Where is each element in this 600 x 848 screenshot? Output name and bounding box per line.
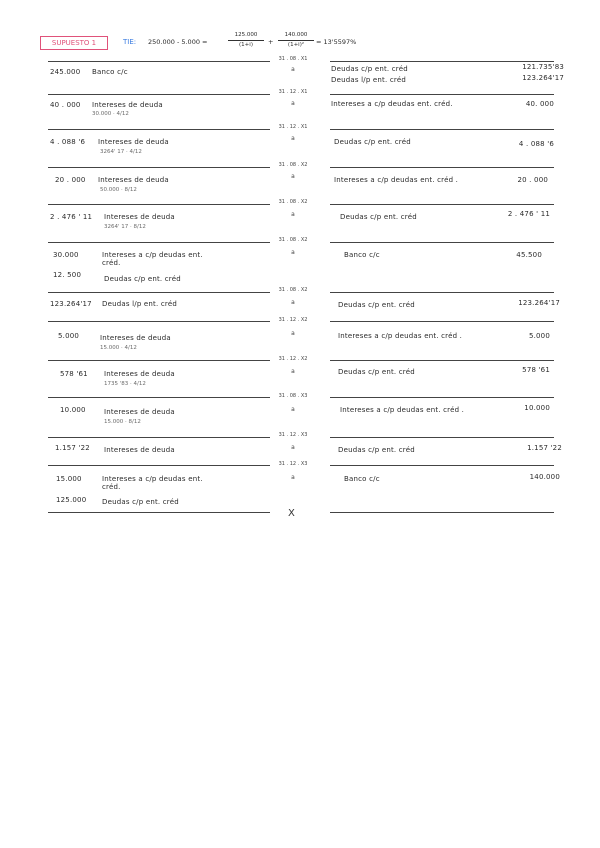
credit-amount: 20 . 000 (517, 176, 548, 184)
debit-account: Deudas c/p ent. créd (102, 498, 179, 506)
credit-account: Deudas c/p ent. créd (331, 65, 408, 73)
formula-plus: + (268, 38, 274, 46)
debit-account: Intereses de deuda (104, 213, 175, 221)
formula-fraction-2 (278, 31, 314, 49)
debit-amount: 125.000 (56, 496, 87, 504)
credit-account: Banco c/c (344, 251, 380, 259)
credit-amount: 45.500 (516, 251, 542, 259)
debit-amount: 5.000 (58, 332, 80, 340)
debit-note: 1735 '83 · 4/12 (104, 381, 146, 387)
credit-amount: 121.735'83 (522, 63, 564, 71)
debit-note: 50.000 · 8/12 (100, 187, 137, 193)
tie-label: TIE: (123, 38, 137, 46)
debit-account: Intereses a c/p deudas ent. créd. (102, 251, 203, 267)
credit-account: Deudas c/p ent. créd (338, 301, 415, 309)
closing-rule-left (48, 512, 270, 513)
credit-account: Intereses a c/p deudas ent. créd . (334, 176, 459, 184)
entry-rule-right (330, 94, 554, 95)
credit-account: Deudas c/p ent. créd (338, 368, 415, 376)
debit-account: Banco c/c (92, 68, 128, 76)
debit-amount: 245.000 (50, 68, 81, 76)
entry-rule-left (48, 204, 270, 205)
credit-amount: 1.157 '22 (527, 444, 562, 452)
entry-rule-left (48, 242, 270, 243)
debit-amount: 20 . 000 (55, 176, 86, 184)
entry-date: 31 . 08 . X2 (278, 199, 308, 205)
entry-date: 31 . 08 . X1 (278, 56, 308, 62)
debit-amount: 2 . 476 ' 11 (50, 213, 93, 221)
entry-date: 31 . 08 . X2 (278, 237, 308, 243)
debit-note: 15.000 · 8/12 (104, 419, 141, 425)
entry-rule-left (48, 292, 270, 293)
entry-connector: a (291, 406, 295, 413)
formula-result: = 13'5597% (316, 38, 357, 46)
debit-account: Deudas c/p ent. créd (104, 275, 181, 283)
entry-rule-left (48, 465, 270, 466)
credit-account: Banco c/c (344, 475, 380, 483)
entry-rule-right (330, 465, 554, 466)
debit-amount: 10.000 (60, 406, 86, 414)
entry-rule-left (48, 129, 270, 130)
debit-amount: 4 . 088 '6 (50, 138, 86, 146)
entry-connector: a (291, 173, 295, 180)
debit-account: Intereses de deuda (104, 446, 175, 454)
credit-account: Intereses a c/p deudas ent. créd. (331, 100, 453, 108)
entry-connector: a (291, 368, 295, 375)
entry-date: 31 . 12 . X3 (278, 432, 308, 438)
entry-rule-left (48, 61, 270, 62)
entry-rule-left (48, 167, 270, 168)
entry-rule-left (48, 437, 270, 438)
fraction-1-numerator: 125.000 (228, 31, 264, 41)
entry-date: 31 . 08 . X2 (278, 162, 308, 168)
end-mark: X (288, 508, 295, 519)
entry-rule-left (48, 321, 270, 322)
debit-account: Intereses de deuda (104, 408, 175, 416)
entry-date: 31 . 08 . X3 (278, 393, 308, 399)
entry-date: 31 . 12 . X2 (278, 356, 308, 362)
debit-amount: 30.000 (53, 251, 79, 259)
debit-account: Intereses de deuda (92, 101, 163, 109)
entry-rule-right (330, 437, 554, 438)
debit-amount: 12. 500 (53, 271, 82, 279)
credit-amount: 140.000 (529, 473, 560, 481)
debit-amount: 1.157 '22 (55, 444, 90, 452)
fraction-1-denominator: (1+i) (239, 42, 253, 48)
entry-connector: a (291, 66, 295, 73)
debit-amount: 578 '61 (60, 370, 88, 378)
debit-account: Intereses de deuda (98, 176, 169, 184)
entry-rule-right (330, 360, 554, 361)
entry-rule-left (48, 360, 270, 361)
credit-amount: 4 . 088 '6 (518, 140, 554, 148)
debit-account: Intereses de deuda (98, 138, 169, 146)
credit-account: Intereses a c/p deudas ent. créd . (340, 406, 465, 414)
debit-account: Intereses de deuda (100, 334, 171, 342)
fraction-2-denominator: (1+i)² (287, 42, 305, 48)
entry-date: 31 . 12 . X1 (278, 124, 308, 130)
credit-account: Deudas c/p ent. créd (340, 213, 417, 221)
entry-rule-left (48, 397, 270, 398)
entry-rule-right (330, 292, 554, 293)
debit-amount: 40 . 000 (50, 101, 81, 109)
entry-connector: a (291, 444, 295, 451)
credit-amount: 123.264'17 (518, 299, 560, 307)
entry-rule-right (330, 61, 554, 62)
page-header (0, 0, 600, 60)
credit-account: Deudas c/p ent. créd (334, 138, 411, 146)
entry-connector: a (291, 474, 295, 481)
entry-date: 31 . 12 . X3 (278, 461, 308, 467)
debit-note: 3264' 17 · 4/12 (100, 149, 142, 155)
entry-rule-left (48, 94, 270, 95)
entry-connector: a (291, 135, 295, 142)
credit-amount: 123.264'17 (522, 74, 564, 82)
entry-rule-right (330, 397, 554, 398)
entry-rule-right (330, 204, 554, 205)
title-badge: SUPUESTO 1 (40, 36, 108, 50)
entry-date: 31 . 08 . X2 (278, 287, 308, 293)
credit-amount: 578 '61 (522, 366, 550, 374)
credit-account: Deudas l/p ent. créd (331, 76, 406, 84)
entry-rule-right (330, 242, 554, 243)
entry-rule-right (330, 167, 554, 168)
entry-rule-right (330, 321, 554, 322)
entry-date: 31 . 12 . X2 (278, 317, 308, 323)
debit-note: 15.000 · 4/12 (100, 345, 137, 351)
entry-rule-right (330, 129, 554, 130)
debit-account: Deudas l/p ent. créd (102, 300, 177, 308)
credit-account: Intereses a c/p deudas ent. créd . (338, 332, 463, 340)
entry-connector: a (291, 211, 295, 218)
entry-connector: a (291, 100, 295, 107)
formula-fraction-1 (228, 31, 264, 49)
credit-amount: 2 . 476 ' 11 (507, 210, 550, 218)
debit-note: 30.000 · 4/12 (92, 111, 129, 117)
debit-amount: 123.264'17 (50, 300, 92, 308)
debit-note: 3264' 17 · 8/12 (104, 224, 146, 230)
entry-connector: a (291, 330, 295, 337)
debit-account: Intereses de deuda (104, 370, 175, 378)
credit-amount: 40. 000 (525, 100, 554, 108)
fraction-2-numerator: 140.000 (278, 31, 314, 41)
debit-account: Intereses a c/p deudas ent. créd. (102, 475, 203, 491)
debit-amount: 15.000 (56, 475, 82, 483)
formula-part1: 250.000 - 5.000 = (148, 38, 208, 46)
entry-date: 31 . 12 . X1 (278, 89, 308, 95)
entry-connector: a (291, 299, 295, 306)
closing-rule-right (330, 512, 554, 513)
credit-account: Deudas c/p ent. créd (338, 446, 415, 454)
credit-amount: 10.000 (524, 404, 550, 412)
entry-connector: a (291, 249, 295, 256)
credit-amount: 5.000 (528, 332, 550, 340)
